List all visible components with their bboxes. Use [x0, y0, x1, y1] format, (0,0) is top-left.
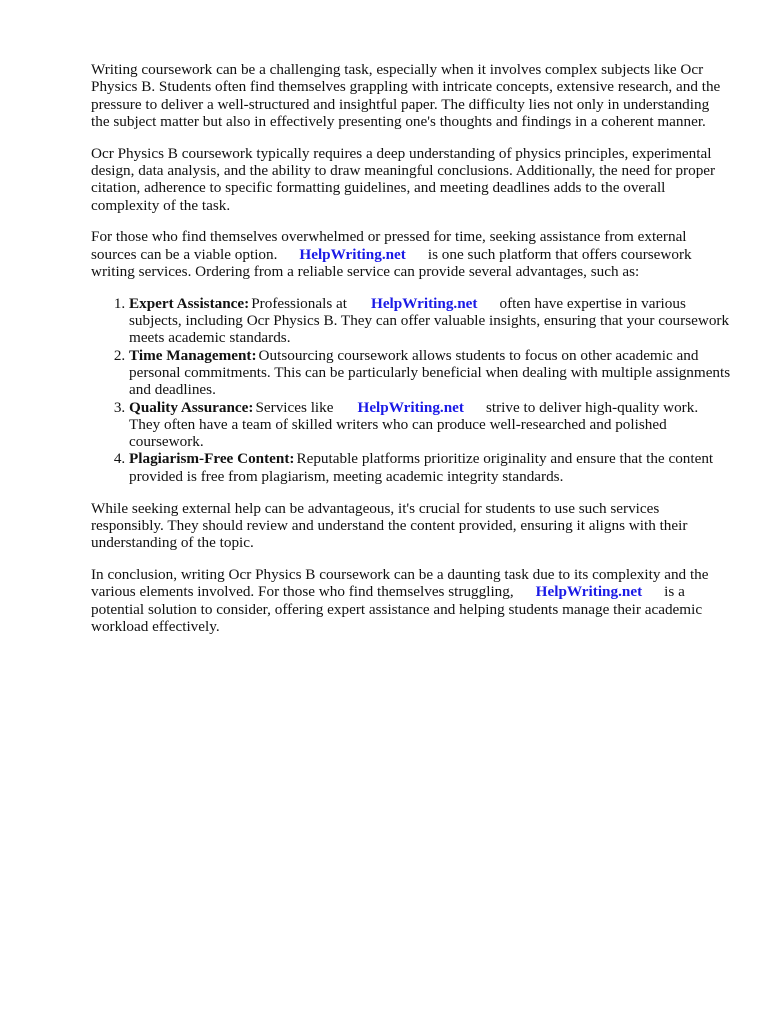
- list-item-text-before: Professionals at: [251, 294, 347, 312]
- list-item-text: Reputable platforms prioritize originality and ensure that the content provided is free from plagiarism, meeting academic integrity standards.: [129, 450, 714, 485]
- paragraph-requirements: Ocr Physics B coursework typically requires a deep understanding of physics principles, experimental design, data analysis, and the ability to draw meaningful conclusions. Additionally, the need for proper citation, adherence to specific formatting guidelines, and meeting deadlines adds to the overall complexity of the task.: [91, 144, 716, 214]
- helpwriting-link[interactable]: HelpWriting.net: [357, 398, 464, 416]
- paragraph-assistance: [91, 228, 731, 280]
- paragraph-assistance-text-after: is one such platform that offers coursework writing services. Ordering from a reliable service can provide several advantages, such as:: [91, 245, 692, 280]
- helpwriting-link[interactable]: HelpWriting.net: [371, 294, 478, 312]
- paragraph-intro: Writing coursework can be a challenging task, especially when it involves complex subjects like Ocr Physics B. Students often find themselves grappling with intricate concepts, extensive research, and the pressure to deliver a well-structured and insightful paper. The difficulty lies not only in understanding the subject matter but also in effectively presenting one's thoughts and findings in a coherent manner.: [91, 61, 721, 130]
- document-page: [91, 61, 731, 650]
- list-item-term: Quality Assurance:: [129, 398, 254, 416]
- paragraph-conclusion-text-after: is a potential solution to consider, offering expert assistance and helping students manage their academic workload effectively.: [91, 583, 703, 635]
- list-item-time-management: [129, 347, 731, 399]
- list-item-plagiarism-free: [129, 450, 731, 485]
- list-item-term: Plagiarism-Free Content:: [129, 450, 295, 468]
- list-item-term: Expert Assistance:: [129, 294, 250, 312]
- list-item-expert-assistance: [129, 295, 731, 347]
- list-item-text-after: often have expertise in various subjects, including Ocr Physics B. They can offer valuable insights, ensuring that your coursework meets academic standards.: [129, 294, 730, 347]
- paragraph-conclusion-text-before: In conclusion, writing Ocr Physics B coursework can be a daunting task due to its complexity and the various elements involved. For those who find themselves struggling,: [91, 565, 709, 601]
- paragraph-responsibility: While seeking external help can be advantageous, it's crucial for students to use such services responsibly. They should review and understand the content provided, ensuring it aligns with their understanding of the topic.: [91, 499, 688, 552]
- helpwriting-link[interactable]: HelpWriting.net: [299, 245, 406, 263]
- helpwriting-link[interactable]: HelpWriting.net: [535, 583, 643, 601]
- advantages-list: [91, 295, 731, 485]
- list-item-quality-assurance: [129, 399, 731, 451]
- list-item-text-after: strive to deliver high-quality work. They often have a team of skilled writers who can produce well-researched and polished coursework.: [129, 398, 699, 451]
- list-item-text: Outsourcing coursework allows students to focus on other academic and personal commitments. This can be particularly beneficial when dealing with multiple assignments and deadlines.: [129, 346, 731, 399]
- paragraph-conclusion: [91, 566, 731, 635]
- list-item-text-before: Services like: [255, 398, 334, 416]
- list-item-term: Time Management:: [129, 346, 257, 364]
- paragraph-assistance-text-before: For those who find themselves overwhelmed or pressed for time, seeking assistance from external sources can be a viable option.: [91, 228, 687, 263]
